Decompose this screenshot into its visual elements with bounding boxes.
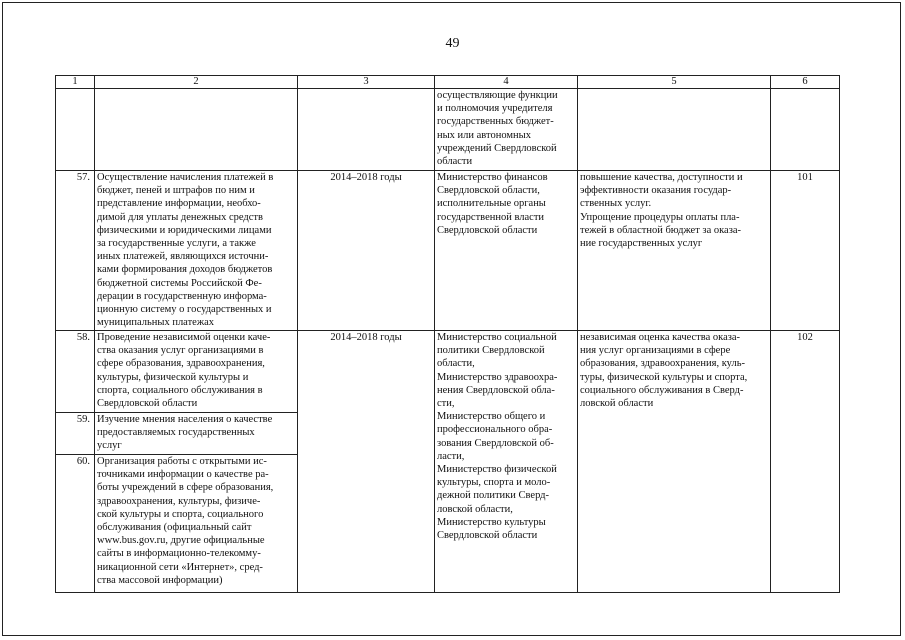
text-line: ных или автономных xyxy=(437,129,531,141)
cell-ref: 101 xyxy=(771,171,840,331)
cell-result xyxy=(578,171,771,331)
text-line: бюджет, пеней и штрафов по ним и xyxy=(97,185,255,197)
text-line: повышение качества, доступности и xyxy=(580,172,743,183)
header-cell: 3 xyxy=(298,76,435,89)
row-number: 57. xyxy=(56,171,95,331)
text-line: Проведение независимой оценки каче- xyxy=(97,332,271,343)
text-line: Организация работы с открытыми ис- xyxy=(97,456,267,467)
text-line: спорта, социального обслуживания в xyxy=(97,384,263,396)
text-line: точниками информации о качестве ра- xyxy=(97,469,269,481)
table-row xyxy=(56,331,840,413)
cell-responsible xyxy=(435,171,578,331)
text-line: Изучение мнения населения о качестве xyxy=(97,414,273,425)
text-line: ловской области xyxy=(580,398,654,410)
text-line: физическими и юридическими лицами xyxy=(97,224,272,236)
text-line: Свердловской области xyxy=(437,224,538,236)
text-line: учреждений Свердловской xyxy=(437,142,557,154)
text-line: культуры, спорта и моло- xyxy=(437,477,551,489)
text-line: дежной политики Сверд- xyxy=(437,490,550,502)
text-line: ние государственных услуг xyxy=(580,238,703,250)
cell-result xyxy=(578,331,771,593)
header-cell: 1 xyxy=(56,76,95,89)
text-line: туры, физической культуры и спорта, xyxy=(580,371,748,383)
text-line: ства массовой информации) xyxy=(97,574,223,586)
text-line: области xyxy=(437,156,473,168)
text-line: ками формирования доходов бюджетов xyxy=(97,264,273,276)
text-line: услуг xyxy=(97,440,122,452)
text-line: Министерство культуры xyxy=(437,516,546,528)
text-line: Упрощение процедуры оплаты пла- xyxy=(580,211,740,223)
text-line: Министерство физической xyxy=(437,464,557,476)
text-line: представление информации, необхо- xyxy=(97,198,261,210)
header-cell: 5 xyxy=(578,76,771,89)
text-line: Министерство социальной xyxy=(437,332,557,343)
cell-activity xyxy=(95,455,298,593)
text-line: предоставляемых государственных xyxy=(97,427,255,439)
row-number: 59. xyxy=(56,413,95,455)
text-line: ловской области, xyxy=(437,503,513,515)
text-line: Министерство здравоохра- xyxy=(437,371,558,383)
text-line: культуры, физической культуры и xyxy=(97,371,249,383)
text-line: муниципальных платежах xyxy=(97,317,214,329)
row-number: 58. xyxy=(56,331,95,413)
text-line: образования, здравоохранения, куль- xyxy=(580,358,745,370)
text-line: никационной сети «Интернет», сред- xyxy=(97,561,263,573)
plan-table xyxy=(55,75,840,593)
text-line: социального обслуживания в Сверд- xyxy=(580,384,744,396)
text-line: Министерство общего и xyxy=(437,411,546,423)
text-line: государственной власти xyxy=(437,211,545,223)
header-cell: 4 xyxy=(435,76,578,89)
text-line: ния услуг организациями в сфере xyxy=(580,345,731,357)
cell-ref: 102 xyxy=(771,331,840,593)
cell-activity xyxy=(95,413,298,455)
text-line: иных платежей, являющихся источни- xyxy=(97,251,269,263)
text-line: димой для уплаты денежных средств xyxy=(97,211,263,223)
cell-period: 2014–2018 годы xyxy=(298,171,435,331)
text-line: сайты в информационно-телекомму- xyxy=(97,548,261,560)
text-line: за государственные услуги, а также xyxy=(97,238,256,250)
text-line: политики Свердловской xyxy=(437,345,545,357)
text-line: боты учреждений в сфере образования, xyxy=(97,482,274,494)
text-line: бюджетной системы Российской Фе- xyxy=(97,277,262,289)
text-line: нения Свердловской обла- xyxy=(437,384,555,396)
table-row xyxy=(56,171,840,331)
header-cell: 6 xyxy=(771,76,840,89)
text-line: www.bus.gov.ru, другие официальные xyxy=(97,535,265,547)
header-row xyxy=(56,76,840,89)
text-line: исполнительные органы xyxy=(437,198,546,210)
text-line: дерации в государственную информа- xyxy=(97,290,267,302)
text-line: Министерство финансов xyxy=(437,172,548,183)
cell-period: 2014–2018 годы xyxy=(298,331,435,593)
text-line: обслуживания (официальный сайт xyxy=(97,522,252,534)
page-number: 49 xyxy=(445,36,460,51)
text-line: Осуществление начисления платежей в xyxy=(97,172,274,183)
text-line: Свердловской области xyxy=(97,398,198,410)
text-line: сфере образования, здравоохранения, xyxy=(97,358,265,370)
text-line: области, xyxy=(437,358,475,370)
text-line: ционную систему о государственных и xyxy=(97,304,272,316)
text-line: Свердловской области, xyxy=(437,185,540,197)
table-row xyxy=(56,89,840,171)
cell-responsible xyxy=(435,89,578,171)
text-line: ласти, xyxy=(437,450,465,462)
text-line: Свердловской области xyxy=(437,530,538,542)
text-line: профессионального обра- xyxy=(437,424,553,436)
header-cell: 2 xyxy=(95,76,298,89)
cell-activity xyxy=(95,331,298,413)
text-line: и полномочия учредителя xyxy=(437,103,553,115)
text-line: государственных бюджет- xyxy=(437,116,554,128)
text-line: ской культуры и спорта, социального xyxy=(97,508,264,520)
text-line: сти, xyxy=(437,398,455,410)
text-line: тежей в областной бюджет за оказа- xyxy=(580,224,742,236)
text-line: здравоохранения, культуры, физиче- xyxy=(97,495,261,507)
text-line: независимая оценка качества оказа- xyxy=(580,332,741,343)
cell-responsible xyxy=(435,331,578,593)
cell-activity xyxy=(95,171,298,331)
text-line: зования Свердловской об- xyxy=(437,437,554,449)
text-line: осуществляющие функции xyxy=(437,90,558,101)
text-line: ственных услуг. xyxy=(580,198,652,210)
text-line: эффективности оказания государ- xyxy=(580,185,732,197)
text-line: ства оказания услуг организациями в xyxy=(97,345,264,357)
row-number: 60. xyxy=(56,455,95,593)
